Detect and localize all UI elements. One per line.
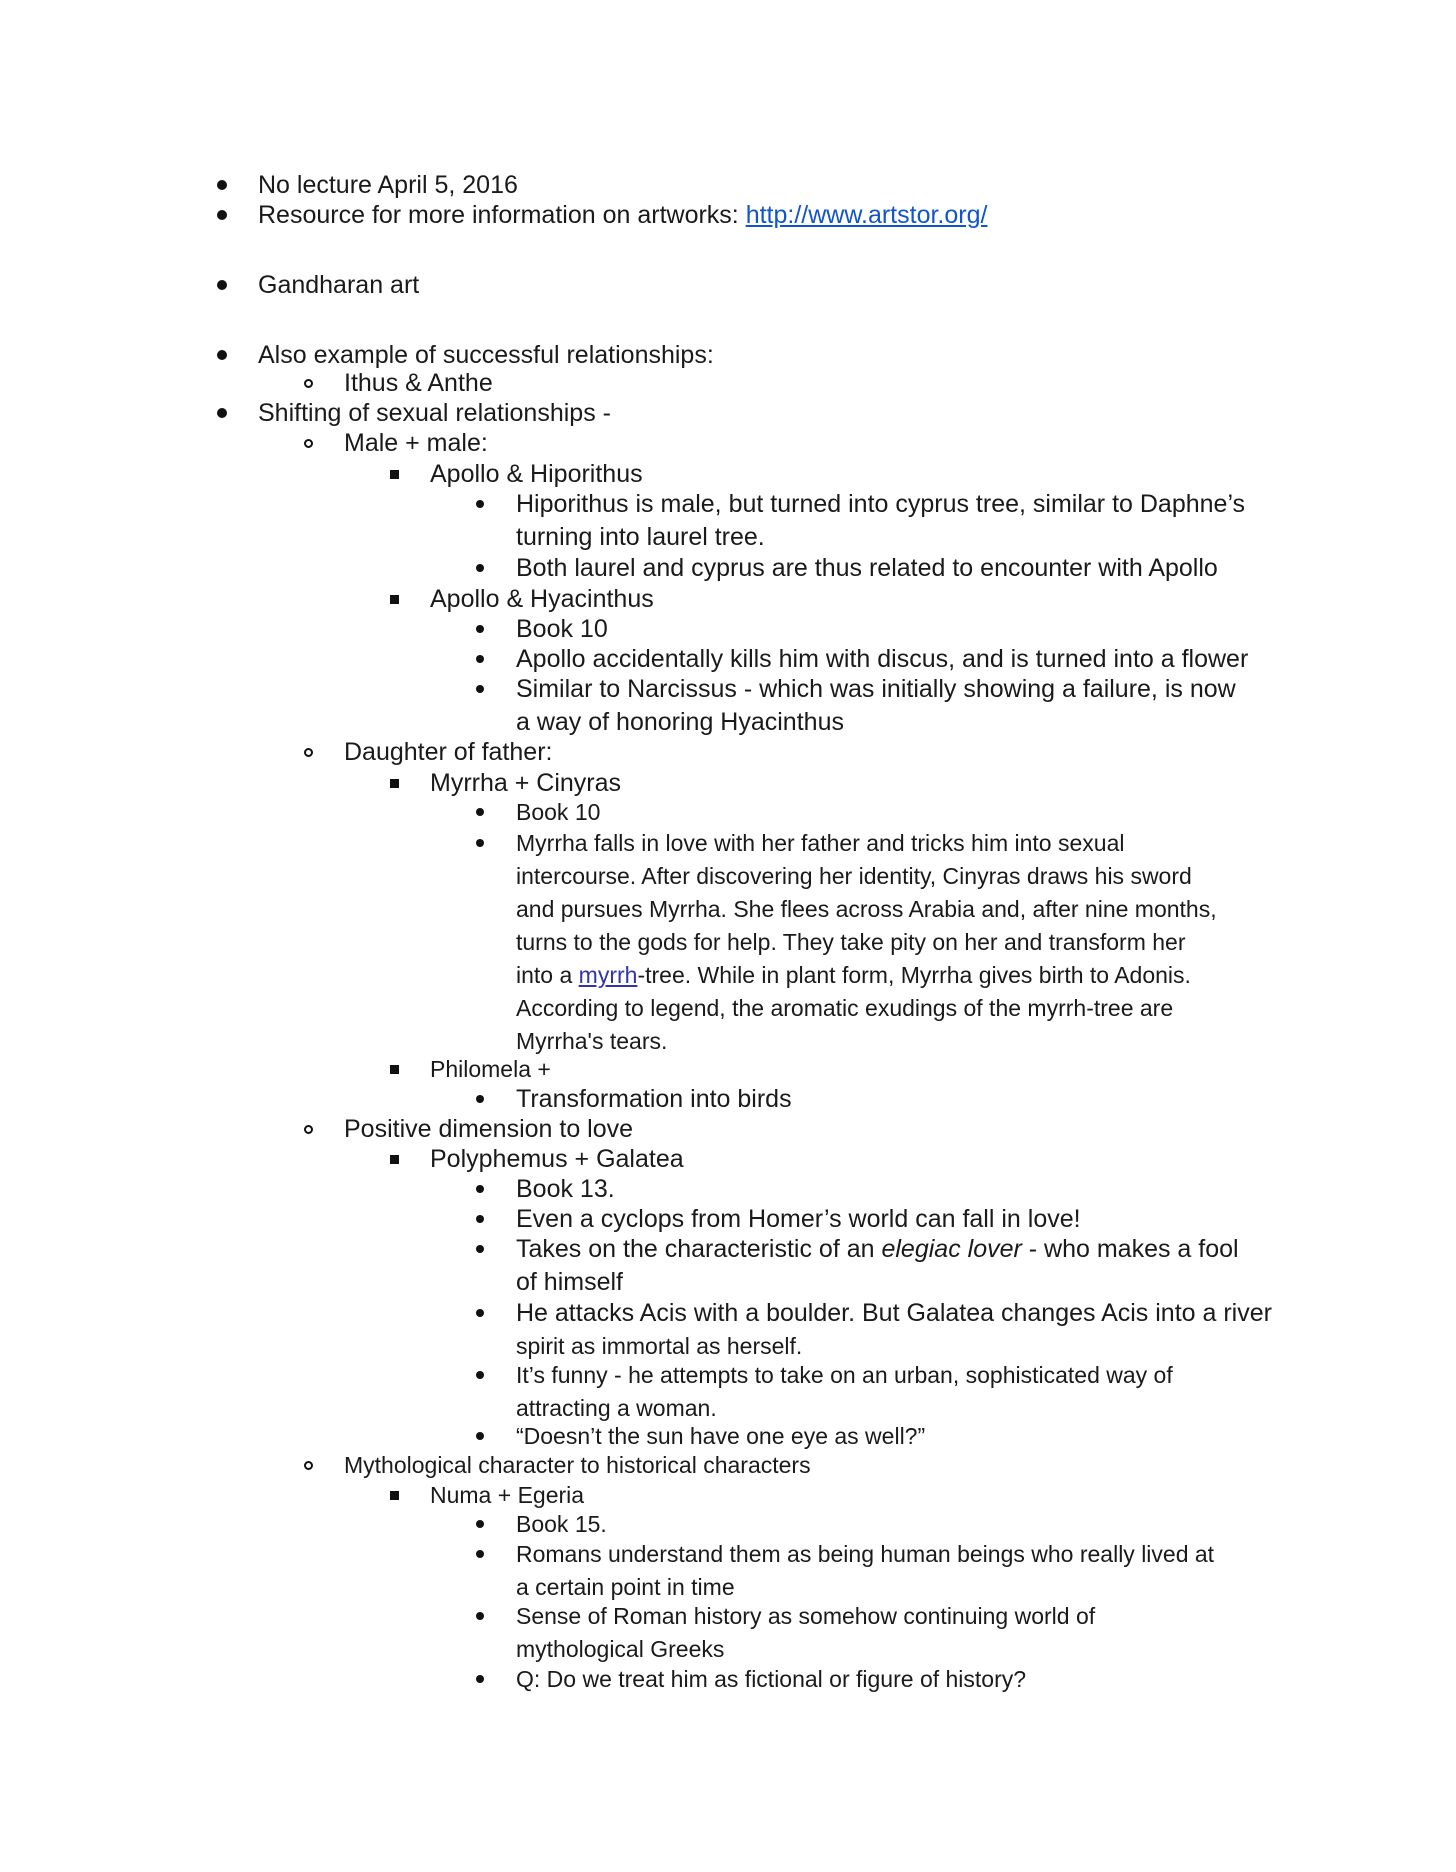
list-item-text: Transformation into birds <box>516 1085 792 1113</box>
list-item-text: Daughter of father: <box>344 738 553 766</box>
bullet-dot-icon <box>468 1509 492 1539</box>
list-item <box>344 368 493 398</box>
artstor-link[interactable]: http://www.artstor.org/ <box>745 201 988 229</box>
list-item <box>430 459 643 489</box>
list-item <box>516 1174 615 1204</box>
list-item-continuation <box>516 1393 717 1423</box>
list-item <box>430 1480 584 1510</box>
list-item-text: mythological Greeks <box>516 1636 725 1662</box>
list-item <box>516 1360 1173 1390</box>
list-item-text: Male + male: <box>344 429 488 457</box>
list-item-continuation <box>516 522 765 552</box>
list-item-text: Romans understand them as being human beings who really lived at <box>516 1541 1215 1567</box>
list-item-text: Hiporithus is male, but turned into cyprus tree, similar to Daphne’s <box>516 490 1246 518</box>
list-item-text: Takes on the characteristic of an <box>516 1235 882 1263</box>
list-item <box>516 489 1245 519</box>
list-item-text: - who makes a fool <box>1021 1235 1239 1263</box>
list-item <box>258 270 419 300</box>
bullet-dot-icon <box>468 1360 492 1390</box>
list-item-text: Also example of successful relationships: <box>258 341 714 369</box>
list-item <box>516 1601 1095 1631</box>
bullet-dot-icon <box>210 200 234 230</box>
list-item-text: -tree. While in plant form, Myrrha gives birth to Adonis. <box>637 962 1191 988</box>
list-item-continuation <box>516 894 1217 924</box>
bullet-dot-icon <box>468 1234 492 1264</box>
bullet-dot-icon <box>468 644 492 674</box>
list-item <box>516 1421 925 1451</box>
list-item-text: Sense of Roman history as somehow continuing world of <box>516 1603 1096 1629</box>
list-item <box>516 614 608 644</box>
myrrh-link[interactable]: myrrh <box>578 962 638 988</box>
bullet-dot-icon <box>468 828 492 858</box>
bullet-dot-icon <box>468 1601 492 1631</box>
list-item-text: Both laurel and cyprus are thus related to encounter with Apollo <box>516 554 1218 582</box>
list-item-text: No lecture April 5, 2016 <box>258 171 518 199</box>
bullet-dot-icon <box>210 340 234 370</box>
list-item-text: Book 10 <box>516 615 608 643</box>
list-item <box>516 553 1218 583</box>
list-item-text: turning into laurel tree. <box>516 523 765 551</box>
bullet-dot-icon <box>468 674 492 704</box>
list-item-text: Apollo & Hyacinthus <box>430 585 654 613</box>
list-item <box>430 1054 551 1084</box>
bullet-dot-icon <box>210 170 234 200</box>
bullet-dot-icon <box>468 489 492 519</box>
bullet-square-icon <box>382 768 406 798</box>
bullet-square-icon <box>382 1054 406 1084</box>
list-item-text: Ithus & Anthe <box>344 369 493 397</box>
bullet-ring-icon <box>296 428 320 458</box>
list-item-text: Myrrha falls in love with her father and tricks him into sexual <box>516 830 1125 856</box>
bullet-dot-icon <box>468 1421 492 1451</box>
list-item-text: Myrrha's tears. <box>516 1028 668 1054</box>
list-item-text: Book 13. <box>516 1175 615 1203</box>
bullet-dot-icon <box>468 1664 492 1694</box>
list-item-text: According to legend, the aromatic exudings of the myrrh-tree are <box>516 995 1174 1021</box>
bullet-ring-icon <box>296 1114 320 1144</box>
list-item-text: Mythological character to historical characters <box>344 1452 811 1478</box>
list-item-continuation <box>516 1572 735 1602</box>
list-item <box>516 1509 607 1539</box>
list-item <box>258 340 714 370</box>
list-item <box>516 828 1124 858</box>
bullet-dot-icon <box>210 270 234 300</box>
list-item-text: Book 15. <box>516 1511 607 1537</box>
bullet-ring-icon <box>296 368 320 398</box>
list-item <box>430 768 621 798</box>
list-item-continuation <box>516 1331 802 1361</box>
list-item-text: Book 10 <box>516 799 601 825</box>
bullet-dot-icon <box>468 1174 492 1204</box>
list-item-text: Resource for more information on artworks: <box>258 201 746 229</box>
list-item-text: into a <box>516 962 579 988</box>
bullet-square-icon <box>382 1480 406 1510</box>
list-item-text: Q: Do we treat him as fictional or figure of history? <box>516 1666 1027 1692</box>
list-item-continuation <box>516 927 1186 957</box>
list-item-text: Shifting of sexual relationships - <box>258 399 611 427</box>
list-item-text: turns to the gods for help. They take pity on her and transform her <box>516 929 1186 955</box>
list-item <box>516 1539 1214 1569</box>
list-item <box>258 170 518 200</box>
bullet-ring-icon <box>296 737 320 767</box>
list-item-text: Apollo accidentally kills him with discus, and is turned into a flower <box>516 645 1249 673</box>
list-item <box>516 797 600 827</box>
list-item-text: a certain point in time <box>516 1574 735 1600</box>
list-item <box>344 428 488 458</box>
list-item-continuation <box>516 1267 623 1297</box>
bullet-dot-icon <box>210 398 234 428</box>
elegiac-lover-emphasis: elegiac lover <box>881 1235 1022 1263</box>
list-item <box>344 1450 811 1480</box>
list-item-continuation <box>516 707 844 737</box>
list-item-text: “Doesn’t the sun have one eye as well?” <box>516 1423 926 1449</box>
list-item <box>258 200 987 230</box>
bullet-dot-icon <box>468 1084 492 1114</box>
list-item <box>344 1114 633 1144</box>
list-item-text: a way of honoring Hyacinthus <box>516 708 844 736</box>
list-item <box>516 1204 1081 1234</box>
bullet-dot-icon <box>468 1204 492 1234</box>
list-item-continuation <box>516 1026 667 1056</box>
list-item-continuation <box>516 1634 724 1664</box>
list-item <box>516 1084 792 1114</box>
list-item-text: of himself <box>516 1268 623 1296</box>
bullet-square-icon <box>382 459 406 489</box>
list-item-text: Even a cyclops from Homer’s world can fall in love! <box>516 1205 1081 1233</box>
list-item-text: He attacks Acis with a boulder. But Galatea changes Acis into a river <box>516 1299 1272 1327</box>
list-item-text: Numa + Egeria <box>430 1482 585 1508</box>
list-item-continuation <box>516 993 1173 1023</box>
list-item <box>516 1664 1026 1694</box>
list-item-text: Polyphemus + Galatea <box>430 1145 684 1173</box>
list-item <box>344 737 552 767</box>
list-item <box>516 674 1236 704</box>
list-item-text: and pursues Myrrha. She flees across Arabia and, after nine months, <box>516 896 1217 922</box>
list-item <box>430 584 654 614</box>
list-item <box>516 644 1248 674</box>
bullet-square-icon <box>382 584 406 614</box>
bullet-dot-icon <box>468 553 492 583</box>
list-item <box>430 1144 684 1174</box>
bullet-dot-icon <box>468 614 492 644</box>
list-item-text: Gandharan art <box>258 271 420 299</box>
list-item-continuation <box>516 960 1191 990</box>
list-item <box>516 1298 1272 1328</box>
list-item-text: Myrrha + Cinyras <box>430 769 622 797</box>
list-item <box>516 1234 1239 1264</box>
bullet-ring-icon <box>296 1450 320 1480</box>
list-item-text: attracting a woman. <box>516 1395 717 1421</box>
list-item-text: Similar to Narcissus - which was initially showing a failure, is now <box>516 675 1236 703</box>
bullet-square-icon <box>382 1144 406 1174</box>
list-item <box>258 398 611 428</box>
list-item-text: It’s funny - he attempts to take on an urban, sophisticated way of <box>516 1362 1173 1388</box>
list-item-text: spirit as immortal as herself. <box>516 1333 803 1359</box>
bullet-dot-icon <box>468 1539 492 1569</box>
list-item-continuation <box>516 861 1192 891</box>
bullet-dot-icon <box>468 1298 492 1328</box>
bullet-dot-icon <box>468 797 492 827</box>
list-item-text: Philomela + <box>430 1056 551 1082</box>
list-item-text: Positive dimension to love <box>344 1115 634 1143</box>
list-item-text: intercourse. After discovering her identity, Cinyras draws his sword <box>516 863 1192 889</box>
list-item-text: Apollo & Hiporithus <box>430 460 643 488</box>
